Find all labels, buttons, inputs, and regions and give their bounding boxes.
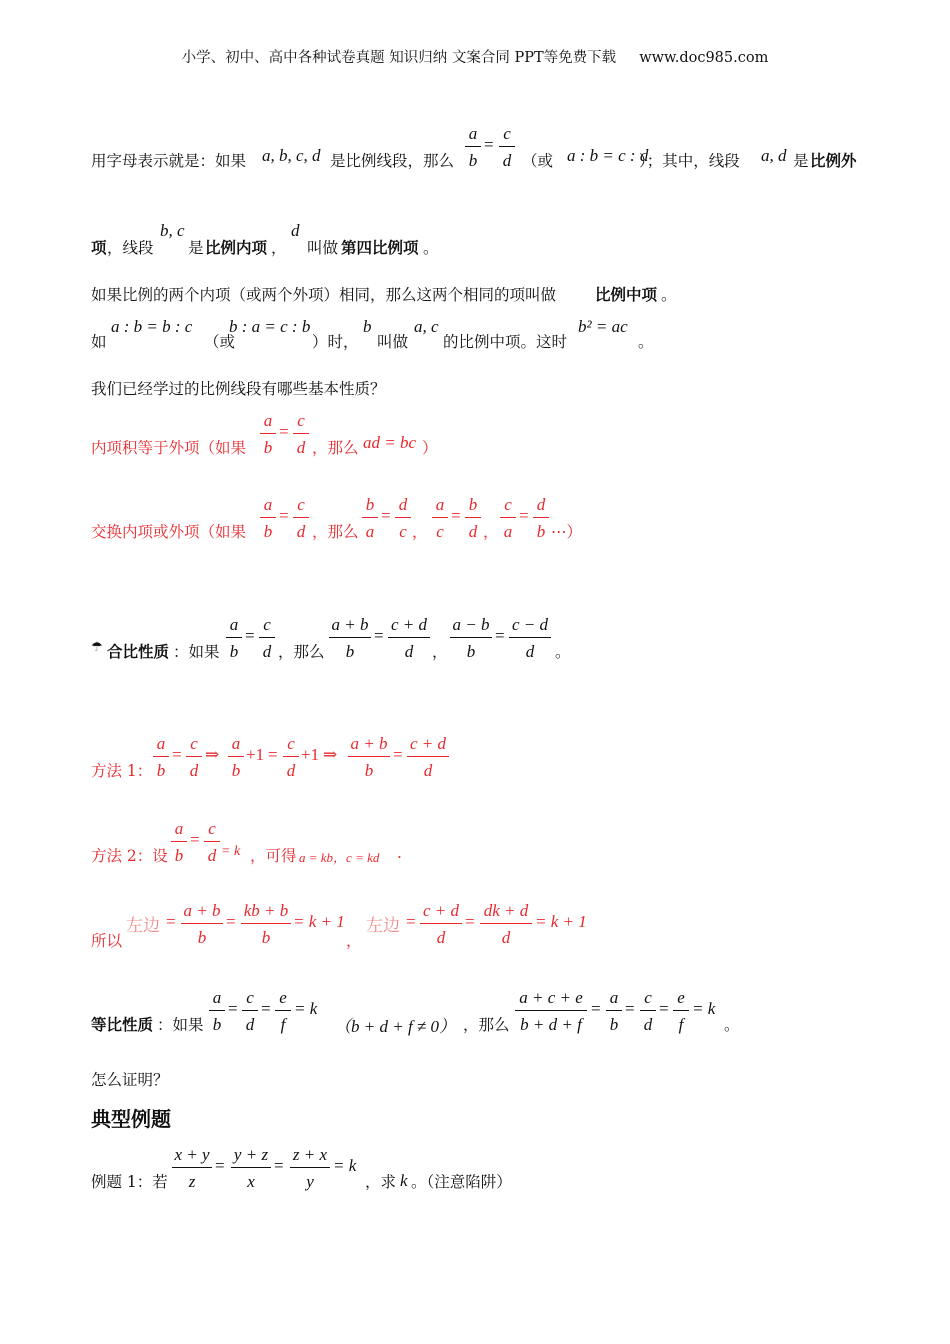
ex1-find: ，求 [365, 1173, 397, 1191]
def-inner-term: 比例内项 [205, 238, 268, 257]
eq-eqk: = k [294, 999, 318, 1018]
t-frac-apb-b: a + b b [181, 901, 223, 947]
fraction-a-over-b: a b [465, 124, 481, 170]
m1-plus1-2: +1 [301, 745, 320, 764]
eq-equals-2: = [261, 999, 271, 1018]
mean-ex-suffix: 的比例中项。这时 [443, 333, 568, 351]
eq-frac-ab-2: a b [606, 988, 622, 1034]
prop1-frac-ab: a b [260, 411, 276, 457]
mean-ex-close: ）时， [312, 333, 359, 351]
sum-title: 合比性质 [107, 642, 170, 661]
prop2-equals: = [279, 506, 289, 525]
eq-equals-1: = [228, 999, 238, 1018]
mean-ex-b: b [363, 317, 372, 336]
mean-ex-or: （或 [204, 333, 236, 351]
def-var-d: d [291, 221, 300, 240]
eq-equals-3: = [591, 999, 601, 1018]
prop2-frac-ba: b a [362, 495, 378, 541]
m2-eqk: = k [221, 844, 241, 859]
header-text: 小学、初中、高中各种试卷真题 知识归纳 文案合同 PPT等免费下载 [181, 50, 617, 66]
prop1-label: 内项积等于外项（如果 [91, 439, 247, 457]
prop1-eq: ad = bc [363, 433, 417, 452]
m2-frac-cd: c d [204, 819, 220, 865]
m1-arrow-2: ⇒ [323, 745, 338, 764]
sum-equals: = [245, 626, 255, 645]
m1-arrow-1: ⇒ [205, 745, 220, 764]
mean-text: 如果比例的两个内项（或两个外项）相同，那么这两个相同的项叫做 [91, 286, 557, 304]
m1-frac-ab-2: a b [228, 734, 244, 780]
question-properties: 我们已经学过的比例线段有哪些基本性质？ [91, 380, 386, 398]
ex1-equals-2: = [274, 1156, 284, 1175]
mean-ex-ratio1: a : b = b : c [111, 317, 193, 336]
ex1-k: k [400, 1171, 408, 1190]
eq-eqk-2: = k [692, 999, 716, 1018]
mean-period: 。 [661, 286, 677, 304]
t-equals-2: = [226, 912, 236, 931]
sum-frac-ab: a b [226, 615, 242, 661]
prop1-then: ，那么 [312, 439, 359, 457]
ex1-frac-ypz-x: y + z x [231, 1145, 271, 1191]
mean-ex-prefix: 如 [91, 333, 107, 351]
m1-frac-apb-b: a + b b [348, 734, 390, 780]
t-frac-cpd-d: c + d d [420, 901, 462, 947]
mean-ex-end: 。 [638, 333, 654, 351]
therefore-left-1: 左边 [126, 916, 160, 936]
def-period: 。 [423, 239, 439, 257]
section-title: 典型例题 [91, 1107, 171, 1131]
method2-label: 方法 2：设 [91, 847, 168, 865]
t-frac-kbpb-b: kb + b b [241, 901, 291, 947]
mean-ex-ratio2: b : a = c : b [229, 317, 311, 336]
m1-frac-cd-2: c d [283, 734, 299, 780]
ex1-frac-xpy-z: x + y z [172, 1145, 212, 1191]
eq-frac-ef-2: e f [673, 988, 689, 1034]
fraction-c-over-d: c d [499, 124, 515, 170]
ex1-note: 。（注意陷阱） [411, 1173, 512, 1191]
eq-end: 。 [724, 1016, 740, 1034]
def-is-2: 是 [188, 239, 204, 257]
m1-frac-cd: c d [186, 734, 202, 780]
eq-if: ：如果 [157, 1016, 204, 1034]
def-called: 叫做 [307, 239, 339, 257]
def-vars-ad: a, d [761, 146, 787, 165]
sum-if: ：如果 [173, 643, 220, 661]
def-segment: ，线段 [107, 239, 154, 257]
prop2-frac-cd: c d [293, 495, 309, 541]
m1-equals: = [172, 745, 182, 764]
mean-ex-ac: a, c [414, 317, 439, 336]
ex1-eqk: = k [333, 1156, 357, 1175]
m1-equals-3: = [393, 745, 403, 764]
def-paren-close: ）；其中，线段 [639, 152, 740, 170]
def-vars-bc: b, c [160, 221, 185, 240]
prop2-equals-3: = [451, 506, 461, 525]
sum-frac-cd: c d [259, 615, 275, 661]
def-vars-abcd: a, b, c, d [262, 146, 321, 165]
t-equals-3: = [406, 912, 416, 931]
prop2-frac-ac: a c [432, 495, 448, 541]
m2-frac-ab: a b [171, 819, 187, 865]
umbrella-icon: ☂ [91, 640, 103, 655]
prop2-sep-2: ， [483, 523, 499, 541]
eq-cond: （b + d + f ≠ 0） [334, 1017, 456, 1036]
prop2-frac-bd: b d [465, 495, 481, 541]
prop2-label: 交换内项或外项（如果 [91, 523, 247, 541]
prop2-equals-2: = [381, 506, 391, 525]
sum-end: 。 [555, 643, 571, 661]
prop2-then: ，那么 [312, 523, 359, 541]
m2-equals: = [190, 830, 200, 849]
header-site: www.doc985.com [639, 50, 769, 66]
eq-frac-ab: a b [209, 988, 225, 1034]
ex1-label: 例题 1：若 [91, 1173, 168, 1191]
equals-sign: = [484, 135, 494, 154]
t-sep: ， [346, 932, 362, 950]
def-text-1: 用字母表示就是：如果 [91, 152, 247, 170]
def-fourth-term: 第四比例项 [341, 238, 419, 257]
page-header [0, 46, 950, 67]
mean-term: 比例中项 [595, 285, 658, 304]
m1-frac-ab: a b [153, 734, 169, 780]
sum-frac-apb-b: a + b b [329, 615, 371, 661]
prop2-frac-db: d b [533, 495, 549, 541]
m2-vals: a = kb，c = kd [299, 850, 380, 865]
question-how-to-prove: 怎么证明？ [91, 1071, 169, 1089]
prop2-frac-ab: a b [260, 495, 276, 541]
def-comma: ， [271, 239, 287, 257]
ex1-frac-zpx-y: z + x y [290, 1145, 330, 1191]
ex1-equals-1: = [215, 1156, 225, 1175]
mean-ex-eq: b² = ac [578, 317, 628, 336]
sum-frac-cpd-d: c + d d [388, 615, 430, 661]
def-text-2: 是比例线段，那么 [330, 152, 455, 170]
prop2-sep-1: ， [412, 523, 428, 541]
eq-title: 等比性质 [91, 1015, 154, 1034]
eq-frac-sum: a + c + e b + d + f [515, 988, 587, 1034]
sum-equals-3: = [495, 626, 505, 645]
eq-equals-5: = [659, 999, 669, 1018]
prop2-ellipsis: ⋯） [551, 523, 583, 541]
m1-plus1-1: +1 [246, 745, 265, 764]
method1-label: 方法 1： [91, 762, 153, 780]
prop2-equals-4: = [519, 506, 529, 525]
def-is: 是 [793, 152, 809, 170]
eq-frac-ef: e f [275, 988, 291, 1034]
prop1-frac-cd: c d [293, 411, 309, 457]
therefore-left-2: 左边 [366, 916, 400, 936]
def-outer-term: 比例外 [810, 151, 857, 170]
def-paren-open: （或 [522, 152, 554, 170]
m1-equals-2: = [268, 745, 278, 764]
def-outer-term-end: 项 [91, 238, 107, 257]
sum-equals-2: = [374, 626, 384, 645]
eq-frac-cd: c d [242, 988, 258, 1034]
prop2-frac-dc: d c [395, 495, 411, 541]
sum-frac-cmd-d: c − d d [509, 615, 551, 661]
mean-ex-called: 叫做 [377, 333, 409, 351]
m2-get: ，可得 [250, 847, 297, 865]
therefore-label: 所以 [91, 932, 123, 950]
sum-frac-amb-b: a − b b [450, 615, 492, 661]
t-r2: = k + 1 [535, 912, 587, 931]
t-equals-4: = [465, 912, 475, 931]
m2-end: . [397, 844, 402, 862]
prop1-equals: = [279, 422, 289, 441]
t-equals-1: = [166, 912, 176, 931]
m1-frac-cpd-d: c + d d [407, 734, 449, 780]
eq-equals-4: = [625, 999, 635, 1018]
def-ratio: a : b = c : d [567, 146, 649, 165]
eq-then: ，那么 [463, 1016, 510, 1034]
prop2-frac-ca: c a [500, 495, 516, 541]
sum-then: ，那么 [278, 643, 325, 661]
prop1-close: ） [422, 439, 438, 457]
sum-sep: ， [432, 643, 448, 661]
t-frac-dkpd-d: dk + d d [480, 901, 532, 947]
eq-frac-cd-2: c d [640, 988, 656, 1034]
t-r1: = k + 1 [293, 912, 345, 931]
